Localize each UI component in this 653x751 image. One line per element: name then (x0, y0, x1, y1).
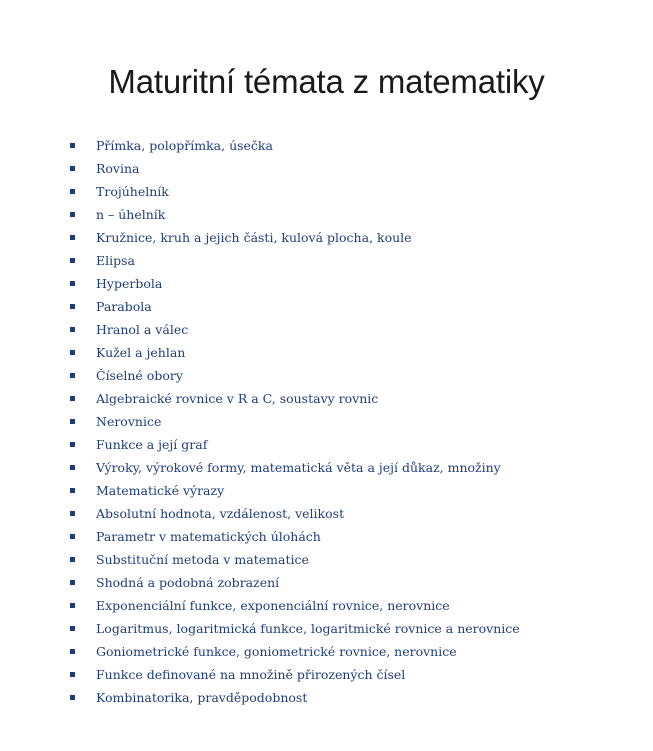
square-bullet-icon (70, 465, 75, 470)
square-bullet-icon (70, 373, 75, 378)
square-bullet-icon (70, 695, 75, 700)
topic-text: Exponenciální funkce, exponenciální rovnice, nerovnice (96, 598, 450, 613)
topic-text: Elipsa (96, 253, 135, 268)
topic-text: Funkce a její graf (96, 437, 208, 452)
square-bullet-icon (70, 166, 75, 171)
square-bullet-icon (70, 649, 75, 654)
topic-text: Shodná a podobná zobrazení (96, 575, 280, 590)
topic-text: Přímka, polopřímka, úsečka (96, 138, 273, 153)
topic-text: Kombinatorika, pravděpodobnost (96, 690, 308, 705)
topic-text: Goniometrické funkce, goniometrické rovnice, nerovnice (96, 644, 457, 659)
square-bullet-icon (70, 419, 75, 424)
topic-text: Substituční metoda v matematice (96, 552, 309, 567)
topic-text: Algebraické rovnice v R a C, soustavy rovnic (96, 391, 379, 406)
square-bullet-icon (70, 396, 75, 401)
topic-text: Parametr v matematických úlohách (96, 529, 321, 544)
square-bullet-icon (70, 212, 75, 217)
topic-text: Nerovnice (96, 414, 162, 429)
topic-text: Matematické výrazy (96, 483, 225, 498)
topic-text: Hyperbola (96, 276, 163, 291)
topic-text: Absolutní hodnota, vzdálenost, velikost (96, 506, 345, 521)
square-bullet-icon (70, 189, 75, 194)
square-bullet-icon (70, 281, 75, 286)
topic-text: Hranol a válec (96, 322, 189, 337)
topic-text: Rovina (96, 161, 140, 176)
topic-text: Kružnice, kruh a jejich části, kulová plocha, koule (96, 230, 412, 245)
topic-text: Logaritmus, logaritmická funkce, logaritmické rovnice a nerovnice (96, 621, 520, 636)
square-bullet-icon (70, 304, 75, 309)
square-bullet-icon (70, 626, 75, 631)
page-title: Maturitní témata z matematiky (108, 63, 545, 100)
topic-text: Kužel a jehlan (96, 345, 186, 360)
square-bullet-icon (70, 258, 75, 263)
square-bullet-icon (70, 534, 75, 539)
square-bullet-icon (70, 327, 75, 332)
topic-text: Číselné obory (96, 368, 183, 383)
square-bullet-icon (70, 143, 75, 148)
topic-text: Funkce definované na množině přirozených čísel (96, 667, 406, 682)
square-bullet-icon (70, 350, 75, 355)
square-bullet-icon (70, 442, 75, 447)
square-bullet-icon (70, 488, 75, 493)
square-bullet-icon (70, 235, 75, 240)
square-bullet-icon (70, 603, 75, 608)
square-bullet-icon (70, 511, 75, 516)
square-bullet-icon (70, 672, 75, 677)
topic-text: Parabola (96, 299, 152, 314)
square-bullet-icon (70, 557, 75, 562)
topic-text: Trojúhelník (96, 184, 169, 199)
topic-text: n – úhelník (96, 207, 166, 222)
topic-text: Výroky, výrokové formy, matematická věta a její důkaz, množiny (96, 460, 501, 475)
square-bullet-icon (70, 580, 75, 585)
